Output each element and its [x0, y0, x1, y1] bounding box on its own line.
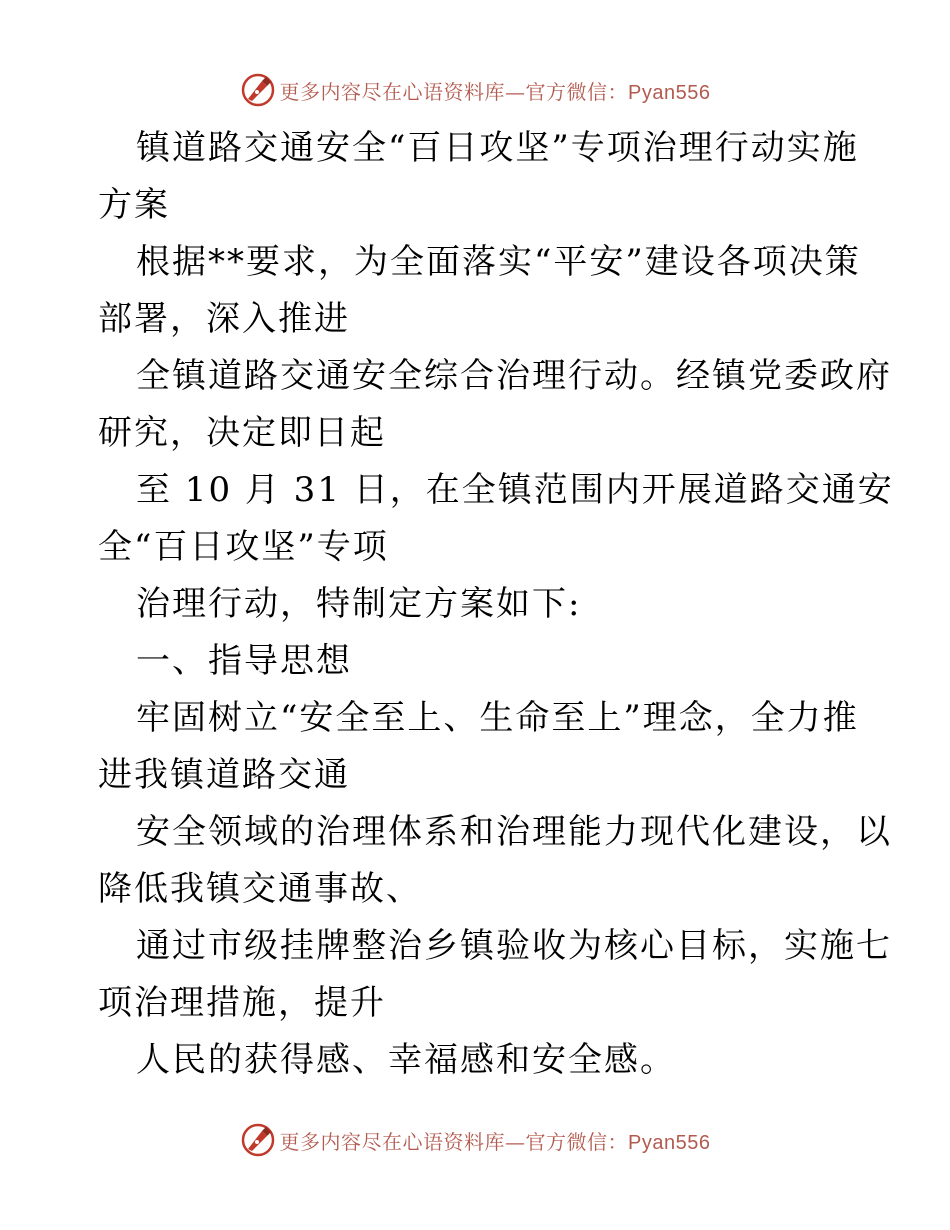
document-line: 根据**要求，为全面落实“平安”建设各项决策 [136, 242, 861, 282]
document-line: 方案 [98, 185, 170, 225]
document-line: 安全领域的治理体系和治理能力现代化建设，以 [136, 812, 892, 852]
document-line: 至 10 月 31 日，在全镇范围内开展道路交通安 [136, 470, 894, 510]
document-line: 通过市级挂牌整治乡镇验收为核心目标，实施七 [136, 926, 892, 966]
document-line: 进我镇道路交通 [98, 755, 350, 795]
document-line: 项治理措施，提升 [98, 983, 386, 1023]
document-line: 研究，决定即日起 [98, 413, 386, 453]
document-line: 降低我镇交通事故、 [98, 869, 422, 909]
document-line: 全“百日攻坚”专项 [98, 527, 389, 567]
footer-banner-wechat-id: Pyan556 [628, 1131, 711, 1154]
pen-nib-logo-icon [240, 72, 276, 108]
document-line: 治理行动，特制定方案如下: [136, 584, 582, 624]
header-banner-wechat-id: Pyan556 [628, 81, 711, 104]
header-banner-text [280, 76, 711, 105]
header-banner-cn: 更多内容尽在心语资料库—官方微信： [279, 79, 629, 104]
document-line: 部署，深入推进 [98, 299, 350, 339]
document-line: 全镇道路交通安全综合治理行动。经镇党委政府 [136, 356, 892, 396]
footer-banner [0, 1120, 950, 1160]
pen-nib-logo-icon [240, 1122, 276, 1158]
document-line: 镇道路交通安全“百日攻坚”专项治理行动实施 [136, 128, 859, 168]
document-line: 一、指导思想 [136, 641, 352, 681]
document-line: 牢固树立“安全至上、生命至上”理念，全力推 [136, 698, 859, 738]
header-banner [0, 70, 950, 110]
document-body [98, 120, 894, 1089]
footer-banner-cn: 更多内容尽在心语资料库—官方微信： [279, 1129, 629, 1154]
document-line: 人民的获得感、幸福感和安全感。 [136, 1040, 676, 1080]
footer-banner-text [280, 1126, 711, 1155]
